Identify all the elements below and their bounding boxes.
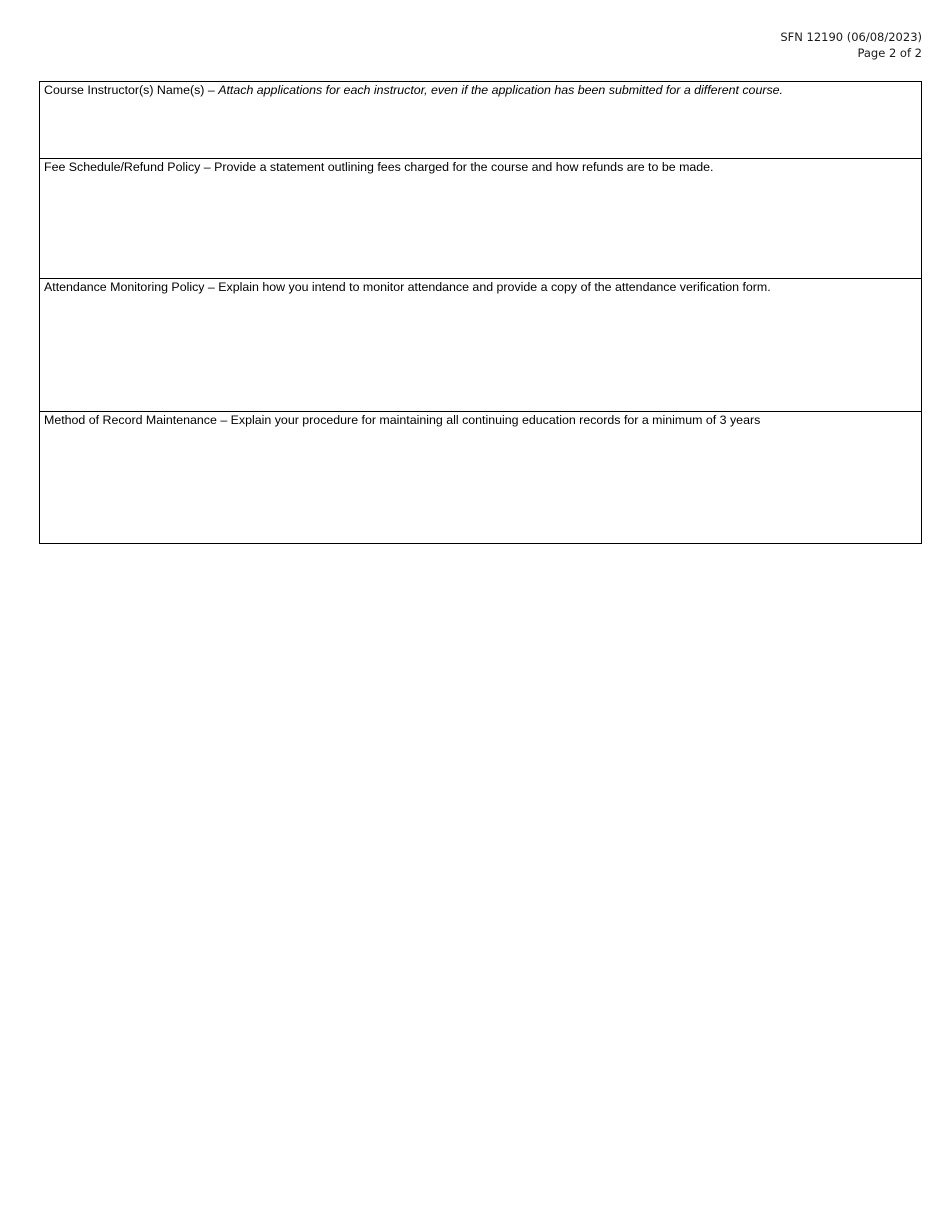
attendance-policy-section	[40, 279, 921, 412]
attendance-policy-label: Attendance Monitoring Policy – Explain how you intend to monitor attendance and provide a copy of the attendance verification form.	[44, 280, 771, 294]
page-header	[780, 29, 922, 61]
form-table	[39, 81, 922, 544]
fee-schedule-field[interactable]	[40, 177, 921, 278]
course-instructors-field[interactable]	[40, 100, 921, 158]
page-number: Page 2 of 2	[857, 46, 922, 60]
record-maintenance-section	[40, 412, 921, 543]
course-instructors-section	[40, 82, 921, 159]
course-instructors-instruction: Attach applications for each instructor, even if the application has been submitted for a different course.	[218, 83, 783, 97]
attendance-policy-field[interactable]	[40, 297, 921, 411]
record-maintenance-field[interactable]	[40, 430, 921, 543]
course-instructors-label: Course Instructor(s) Name(s) –	[44, 83, 219, 97]
fee-schedule-label: Fee Schedule/Refund Policy – Provide a statement outlining fees charged for the course and how refunds are to be made.	[44, 160, 714, 174]
fee-schedule-section	[40, 159, 921, 279]
record-maintenance-label: Method of Record Maintenance – Explain your procedure for maintaining all continuing education records for a minimum of 3 years	[44, 413, 761, 427]
form-number: SFN 12190 (06/08/2023)	[780, 30, 922, 44]
